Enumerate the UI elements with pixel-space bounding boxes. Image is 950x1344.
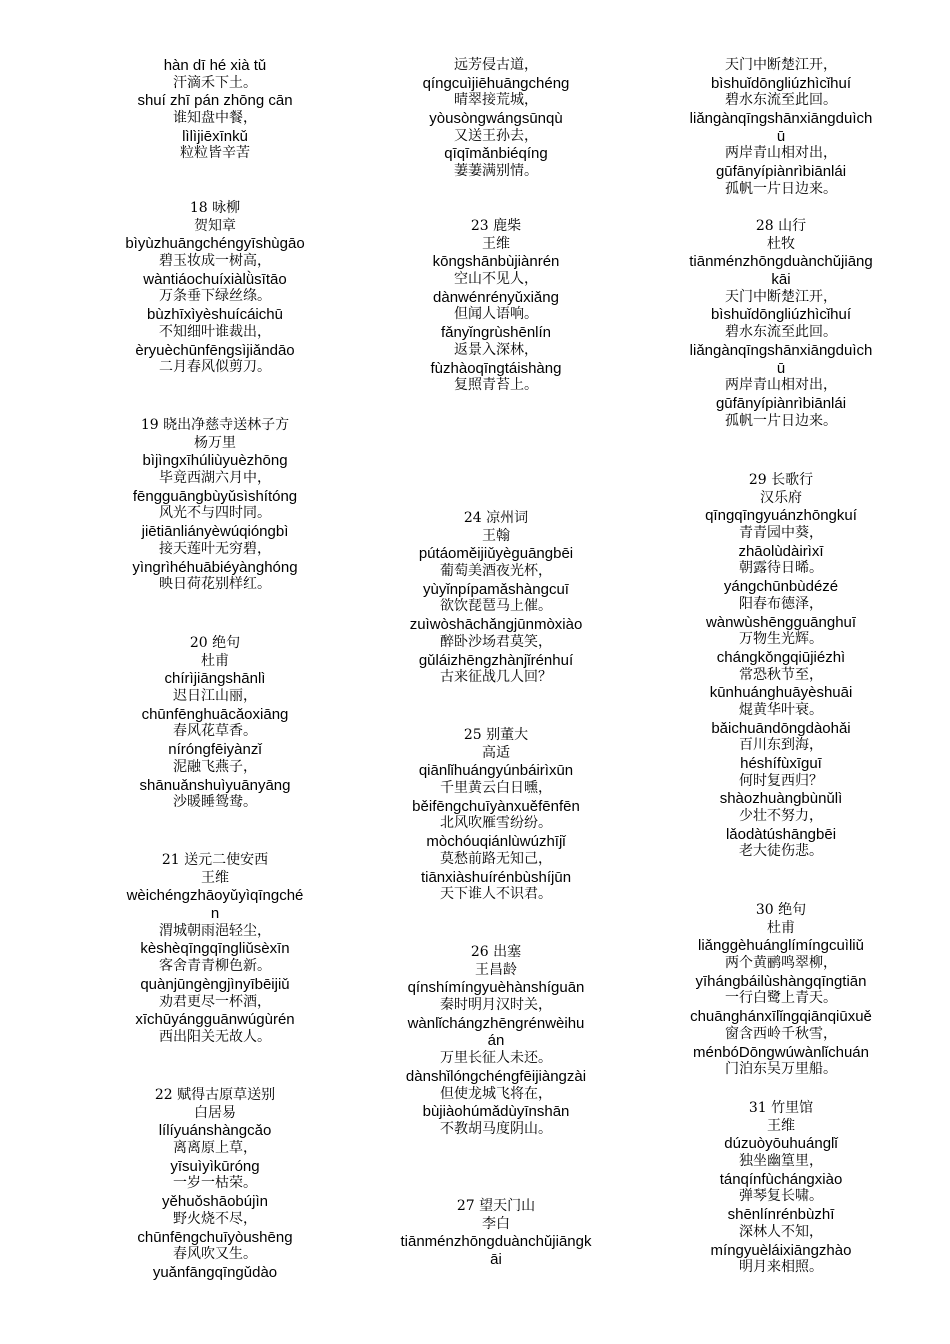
pinyin-line: tiānxiàshuírénbùshíjūn bbox=[420, 868, 572, 886]
hanzi-line: 汉乐府 bbox=[760, 489, 802, 506]
pinyin-line: zhāolùdàirìxī bbox=[738, 542, 824, 560]
hanzi-line: 映日荷花别样红。 bbox=[159, 576, 271, 593]
hanzi-line: 西出阳关无故人。 bbox=[159, 1028, 271, 1045]
pinyin-line: míngyuèláixiāngzhào bbox=[710, 1241, 852, 1259]
hanzi-line: 汗滴禾下土。 bbox=[173, 74, 257, 91]
hanzi-line: 沙暖睡鸳鸯。 bbox=[173, 794, 257, 811]
hanzi-line: 欲饮琵琶马上催。 bbox=[440, 598, 552, 615]
poem-block bbox=[661, 57, 901, 199]
hanzi-line: 21 送元二使安西 bbox=[161, 852, 269, 868]
hanzi-line: 王昌龄 bbox=[475, 961, 517, 978]
hanzi-line: 一岁一枯荣。 bbox=[173, 1175, 257, 1192]
hanzi-line: 27 望天门山 bbox=[456, 1198, 536, 1214]
hanzi-line: 又送王孙去， bbox=[454, 127, 538, 144]
pinyin-line: wèichéngzhāoyǔyìqīngché bbox=[126, 887, 304, 905]
hanzi-line: 碧水东流至此回。 bbox=[725, 92, 837, 109]
poem-block bbox=[376, 510, 616, 687]
hanzi-line: 醉卧沙场君莫笑， bbox=[440, 633, 552, 650]
pinyin-line: shàozhuàngbùnǔlì bbox=[719, 790, 843, 808]
hanzi-line: 26 出塞 bbox=[470, 944, 522, 960]
hanzi-line: 万条垂下绿丝绦。 bbox=[159, 288, 271, 305]
poem-block bbox=[95, 417, 335, 594]
pinyin-line: chūnfēnghuācǎoxiāng bbox=[141, 705, 289, 723]
hanzi-line: 29 长歌行 bbox=[748, 472, 814, 488]
hanzi-line: 万里长征人未还。 bbox=[440, 1050, 552, 1067]
hanzi-line: 葡萄美酒夜光杯， bbox=[440, 563, 552, 580]
hanzi-line: 迟日江山丽， bbox=[173, 688, 257, 705]
hanzi-line: 春风吹又生。 bbox=[173, 1246, 257, 1263]
hanzi-line: 深林人不知， bbox=[739, 1223, 823, 1240]
pinyin-line: bùjiàohúmǎdùyīnshān bbox=[422, 1103, 570, 1121]
poem-block bbox=[376, 944, 616, 1139]
pinyin-line: tiānménzhōngduànchǔjiāngk bbox=[400, 1233, 592, 1251]
hanzi-line: 22 赋得古原草送别 bbox=[154, 1087, 276, 1103]
hanzi-line: 24 凉州词 bbox=[463, 510, 529, 526]
hanzi-line: 白居易 bbox=[194, 1104, 236, 1121]
pinyin-line: yīsuìyìkūróng bbox=[170, 1157, 260, 1175]
hanzi-line: 风光不与四时同。 bbox=[159, 505, 271, 522]
poem-block bbox=[376, 1198, 616, 1269]
hanzi-line: 万物生光辉。 bbox=[739, 631, 823, 648]
hanzi-line: 王维 bbox=[201, 869, 229, 886]
pinyin-line: hàn dī hé xià tǔ bbox=[163, 57, 267, 74]
hanzi-line: 25 别董大 bbox=[463, 727, 529, 743]
pinyin-line: gǔláizhēngzhànjǐrénhuí bbox=[418, 651, 574, 669]
hanzi-line: 泥融飞燕子， bbox=[173, 758, 257, 775]
pinyin-line: gūfānyípiànrìbiānlái bbox=[715, 394, 847, 412]
pinyin-line: kūnhuánghuāyèshuāi bbox=[709, 684, 853, 702]
pinyin-line: dànshǐlóngchéngfēijiàngzài bbox=[405, 1067, 587, 1085]
pinyin-line: chuānghánxīlǐngqiānqiūxuě bbox=[690, 1008, 872, 1026]
pinyin-line: kāi bbox=[771, 271, 791, 289]
pinyin-line: lǎodàtúshāngbēi bbox=[725, 825, 837, 843]
poem-block bbox=[661, 1100, 901, 1277]
pinyin-line: fùzhàoqīngtáishàng bbox=[430, 359, 562, 377]
poem-block bbox=[376, 218, 616, 395]
pinyin-line: níróngfēiyànzǐ bbox=[168, 741, 262, 759]
pinyin-line: wànlǐchángzhēngrénwèihu bbox=[407, 1014, 585, 1032]
hanzi-line: 毕竟西湖六月中， bbox=[159, 470, 271, 487]
hanzi-line: 独坐幽篁里， bbox=[739, 1153, 823, 1170]
pinyin-line: ménbóDōngwúwànlǐchuán bbox=[693, 1043, 869, 1061]
hanzi-line: 春风花草香。 bbox=[173, 723, 257, 740]
hanzi-line: 23 鹿柴 bbox=[470, 218, 522, 234]
hanzi-line: 杜甫 bbox=[201, 652, 229, 669]
hanzi-line: 不知细叶谁裁出， bbox=[159, 323, 271, 340]
pinyin-line: bǎichuāndōngdàohǎi bbox=[711, 719, 851, 737]
hanzi-line: 劝君更尽一杯酒， bbox=[159, 993, 271, 1010]
poem-block bbox=[376, 727, 616, 904]
hanzi-line: 碧水东流至此回。 bbox=[725, 324, 837, 341]
pinyin-line: xīchūyángguānwúgùrén bbox=[135, 1011, 295, 1029]
pinyin-line: qínshímíngyuèhànshíguān bbox=[407, 979, 585, 997]
hanzi-line: 两个黄鹂鸣翠柳， bbox=[725, 955, 837, 972]
pinyin-line: liǎnggèhuánglímíngcuìliǔ bbox=[698, 937, 864, 955]
hanzi-line: 天门中断楚江开， bbox=[725, 288, 837, 305]
pinyin-line: zuìwòshāchǎngjūnmòxiào bbox=[409, 616, 583, 634]
hanzi-line: 北风吹雁雪纷纷。 bbox=[440, 815, 552, 832]
pinyin-line: tánqínfùchángxiào bbox=[719, 1170, 843, 1188]
pinyin-line: ū bbox=[776, 359, 786, 377]
pinyin-line: yòusòngwángsūnqù bbox=[429, 110, 563, 128]
poem-block bbox=[661, 902, 901, 1079]
hanzi-line: 李白 bbox=[482, 1215, 510, 1232]
hanzi-line: 不教胡马度阴山。 bbox=[440, 1120, 552, 1137]
hanzi-line: 弹琴复长啸。 bbox=[739, 1188, 823, 1205]
hanzi-line: 两岸青山相对出， bbox=[725, 145, 837, 162]
hanzi-line: 明月来相照。 bbox=[739, 1259, 823, 1276]
hanzi-line: 但闻人语响。 bbox=[454, 306, 538, 323]
pinyin-line: chírìjiāngshānlì bbox=[164, 670, 266, 688]
pinyin-line: bìyùzhuāngchéngyīshùgāo bbox=[125, 235, 305, 253]
hanzi-line: 谁知盘中餐， bbox=[173, 110, 257, 127]
pinyin-line: èryuèchūnfēngsìjiǎndāo bbox=[135, 341, 295, 359]
hanzi-line: 门泊东吴万里船。 bbox=[725, 1061, 837, 1078]
hanzi-line: 青青园中葵， bbox=[739, 525, 823, 542]
hanzi-line: 但使龙城飞将在， bbox=[440, 1085, 552, 1102]
hanzi-line: 孤帆一片日边来。 bbox=[725, 412, 837, 429]
pinyin-line: qīqīmǎnbiéqíng bbox=[444, 145, 548, 163]
pinyin-line: jiētiānliányèwúqióngbì bbox=[141, 523, 289, 541]
pinyin-line: lìlìjiēxīnkǔ bbox=[182, 127, 248, 145]
pinyin-line: pútáoměijiǔyèguāngbēi bbox=[418, 545, 574, 563]
hanzi-line: 孤帆一片日边来。 bbox=[725, 180, 837, 197]
hanzi-line: 王翰 bbox=[482, 527, 510, 544]
hanzi-line: 一行白鹭上青天。 bbox=[725, 990, 837, 1007]
pinyin-line: chángkǒngqiūjiézhì bbox=[716, 648, 846, 666]
hanzi-line: 31 竹里馆 bbox=[748, 1100, 814, 1116]
hanzi-line: 天门中断楚江开， bbox=[725, 57, 837, 73]
pinyin-line: bìjìngxīhúliùyuèzhōng bbox=[142, 452, 288, 470]
hanzi-line: 返景入深林， bbox=[454, 341, 538, 358]
pinyin-line: yángchūnbùdézé bbox=[723, 578, 839, 596]
hanzi-line: 朝露待日晞。 bbox=[739, 560, 823, 577]
hanzi-line: 百川东到海， bbox=[739, 737, 823, 754]
poem-block bbox=[661, 218, 901, 430]
hanzi-line: 20 绝句 bbox=[189, 635, 241, 651]
pinyin-line: bìshuǐdōngliúzhìcǐhuí bbox=[710, 306, 852, 324]
hanzi-line: 窗含西岭千秋雪， bbox=[725, 1025, 837, 1042]
pinyin-line: kōngshānbùjiànrén bbox=[432, 253, 560, 271]
pinyin-line: yěhuǒshāobújìn bbox=[162, 1193, 268, 1211]
pinyin-line: quànjūngèngjìnyībēijiǔ bbox=[140, 975, 290, 993]
poem-block bbox=[95, 200, 335, 377]
hanzi-line: 莫愁前路无知己， bbox=[440, 850, 552, 867]
hanzi-line: 萋萋满别情。 bbox=[454, 163, 538, 180]
pinyin-line: lílíyuánshàngcǎo bbox=[158, 1122, 272, 1140]
hanzi-line: 远芳侵古道， bbox=[454, 57, 538, 73]
hanzi-line: 野火烧不尽， bbox=[173, 1210, 257, 1227]
poem-block bbox=[95, 635, 335, 812]
pinyin-line: héshífùxīguī bbox=[740, 755, 822, 772]
pinyin-line: bìshuǐdōngliúzhìcǐhuí bbox=[710, 74, 852, 92]
poem-block bbox=[95, 852, 335, 1047]
pinyin-line: qiānlǐhuángyúnbáirìxūn bbox=[418, 762, 574, 780]
pinyin-line: wànwùshēngguānghuī bbox=[705, 613, 857, 631]
hanzi-line: 粒粒皆辛苦 bbox=[180, 145, 250, 162]
pinyin-line: āi bbox=[490, 1251, 502, 1269]
hanzi-line: 杜甫 bbox=[767, 919, 795, 936]
hanzi-line: 18 咏柳 bbox=[189, 200, 241, 216]
hanzi-line: 渭城朝雨浥轻尘， bbox=[159, 922, 271, 939]
hanzi-line: 常恐秋节至， bbox=[739, 666, 823, 683]
pinyin-line: liǎngànqīngshānxiāngduìch bbox=[689, 110, 873, 128]
hanzi-line: 秦时明月汉时关， bbox=[440, 997, 552, 1014]
hanzi-line: 接天莲叶无穷碧， bbox=[159, 540, 271, 557]
pinyin-line: mòchóuqiánlùwúzhījǐ bbox=[426, 833, 566, 851]
pinyin-line: yùyǐnpípamǎshàngcuī bbox=[423, 580, 569, 598]
hanzi-line: 焜黄华叶衰。 bbox=[739, 701, 823, 718]
pinyin-line: yuǎnfāngqīngǔdào bbox=[152, 1263, 278, 1281]
pinyin-line: shuí zhī pán zhōng cān bbox=[137, 92, 293, 110]
pinyin-line: qíngcuìjiēhuāngchéng bbox=[422, 74, 570, 92]
poem-block bbox=[661, 472, 901, 861]
pinyin-line: fēngguāngbùyǔsìshítóng bbox=[132, 487, 298, 505]
pinyin-line: gūfānyípiànrìbiānlái bbox=[715, 163, 847, 181]
poem-block bbox=[95, 1087, 335, 1282]
pinyin-line: tiānménzhōngduànchǔjiāng bbox=[689, 253, 873, 271]
hanzi-line: 二月春风似剪刀。 bbox=[159, 359, 271, 376]
pinyin-line: dúzuòyōuhuánglǐ bbox=[724, 1135, 838, 1153]
pinyin-line: fǎnyǐngrùshēnlín bbox=[440, 324, 552, 342]
hanzi-line: 天下谁人不识君。 bbox=[440, 886, 552, 903]
pinyin-line: wàntiáochuíxiàlǜsītāo bbox=[143, 270, 287, 288]
hanzi-line: 离离原上草， bbox=[173, 1140, 257, 1157]
pinyin-line: n bbox=[210, 905, 220, 923]
hanzi-line: 客舍青青柳色新。 bbox=[159, 958, 271, 975]
hanzi-line: 19 晓出净慈寺送林子方 bbox=[140, 417, 290, 433]
pinyin-line: ū bbox=[776, 127, 786, 145]
pinyin-line: án bbox=[487, 1032, 505, 1050]
hanzi-line: 两岸青山相对出， bbox=[725, 377, 837, 394]
pinyin-line: kèshèqīngqīngliǔsèxīn bbox=[140, 940, 290, 958]
hanzi-line: 晴翠接荒城， bbox=[454, 92, 538, 109]
poem-block bbox=[95, 57, 335, 163]
pinyin-line: yìngrìhéhuābiéyànghóng bbox=[132, 558, 298, 576]
hanzi-line: 何时复西归？ bbox=[739, 772, 823, 789]
hanzi-line: 碧玉妆成一树高， bbox=[159, 253, 271, 270]
pinyin-line: yīhángbáilùshàngqīngtiān bbox=[695, 972, 867, 990]
poem-block bbox=[376, 57, 616, 181]
pinyin-line: qīngqīngyuánzhōngkuí bbox=[705, 507, 857, 525]
hanzi-line: 阳春布德泽， bbox=[739, 595, 823, 612]
hanzi-line: 28 山行 bbox=[755, 218, 807, 234]
hanzi-line: 古来征战几人回？ bbox=[440, 669, 552, 686]
pinyin-line: bùzhīxìyèshuícáichū bbox=[147, 306, 283, 324]
hanzi-line: 老大徒伤悲。 bbox=[739, 843, 823, 860]
pinyin-line: liǎngànqīngshānxiāngduìch bbox=[689, 341, 873, 359]
hanzi-line: 少壮不努力， bbox=[739, 808, 823, 825]
hanzi-line: 贺知章 bbox=[194, 217, 236, 234]
hanzi-line: 复照青苔上。 bbox=[454, 377, 538, 394]
hanzi-line: 王维 bbox=[482, 235, 510, 252]
hanzi-line: 杜牧 bbox=[767, 235, 795, 252]
pinyin-line: chūnfēngchuīyòushēng bbox=[137, 1228, 293, 1246]
hanzi-line: 王维 bbox=[767, 1117, 795, 1134]
pinyin-line: dànwénrényǔxiǎng bbox=[433, 288, 559, 306]
pinyin-line: běifēngchuīyànxuěfēnfēn bbox=[412, 797, 580, 815]
hanzi-line: 千里黄云白日曛， bbox=[440, 780, 552, 797]
pinyin-line: shēnlínrénbùzhī bbox=[727, 1206, 835, 1224]
hanzi-line: 杨万里 bbox=[194, 434, 236, 451]
hanzi-line: 30 绝句 bbox=[755, 902, 807, 918]
hanzi-line: 高适 bbox=[482, 744, 510, 761]
hanzi-line: 空山不见人， bbox=[454, 271, 538, 288]
pinyin-line: shānuǎnshuìyuānyāng bbox=[139, 776, 291, 794]
